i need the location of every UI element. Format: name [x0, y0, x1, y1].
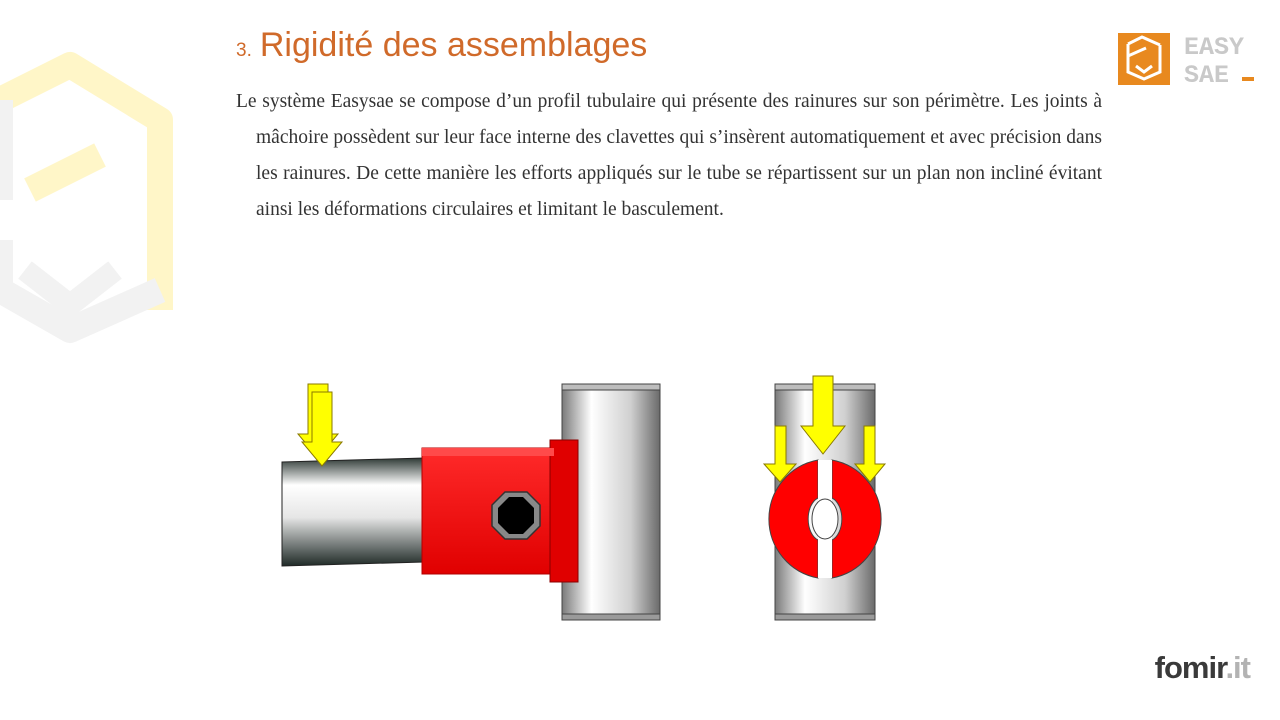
section-number: 3. [236, 40, 252, 61]
svg-text:SAE: SAE [1184, 61, 1230, 90]
force-arrow-left [298, 384, 342, 466]
title-text: Rigidité des assemblages [259, 26, 648, 64]
red-clamp-section [769, 460, 881, 578]
fomir-logo-name: fomir [1154, 650, 1226, 685]
easysae-logo [1116, 30, 1256, 90]
red-clamp-side [422, 440, 578, 582]
body-paragraph: Le système Easysae se compose d’un profil tubulaire qui présente des rainures sur son périmètre. Les joints à mâchoire possèdent sur leur face interne des clavettes qui s’insèrent automatiquement et avec précision dans les rainures. De cette manière les efforts appliqués sur le tube se répartissent sur un plan non incliné évitant ainsi les déformations circulaires et limitant le basculement. [236, 91, 1102, 220]
clamp-illustration [270, 370, 900, 640]
horizontal-tube [282, 458, 424, 566]
fomir-logo [1155, 650, 1250, 686]
svg-text:EASY: EASY [1184, 33, 1245, 62]
fomir-logo-tld: .it [1225, 650, 1250, 685]
background-cube-logo [0, 40, 190, 380]
slide-title [236, 26, 647, 65]
